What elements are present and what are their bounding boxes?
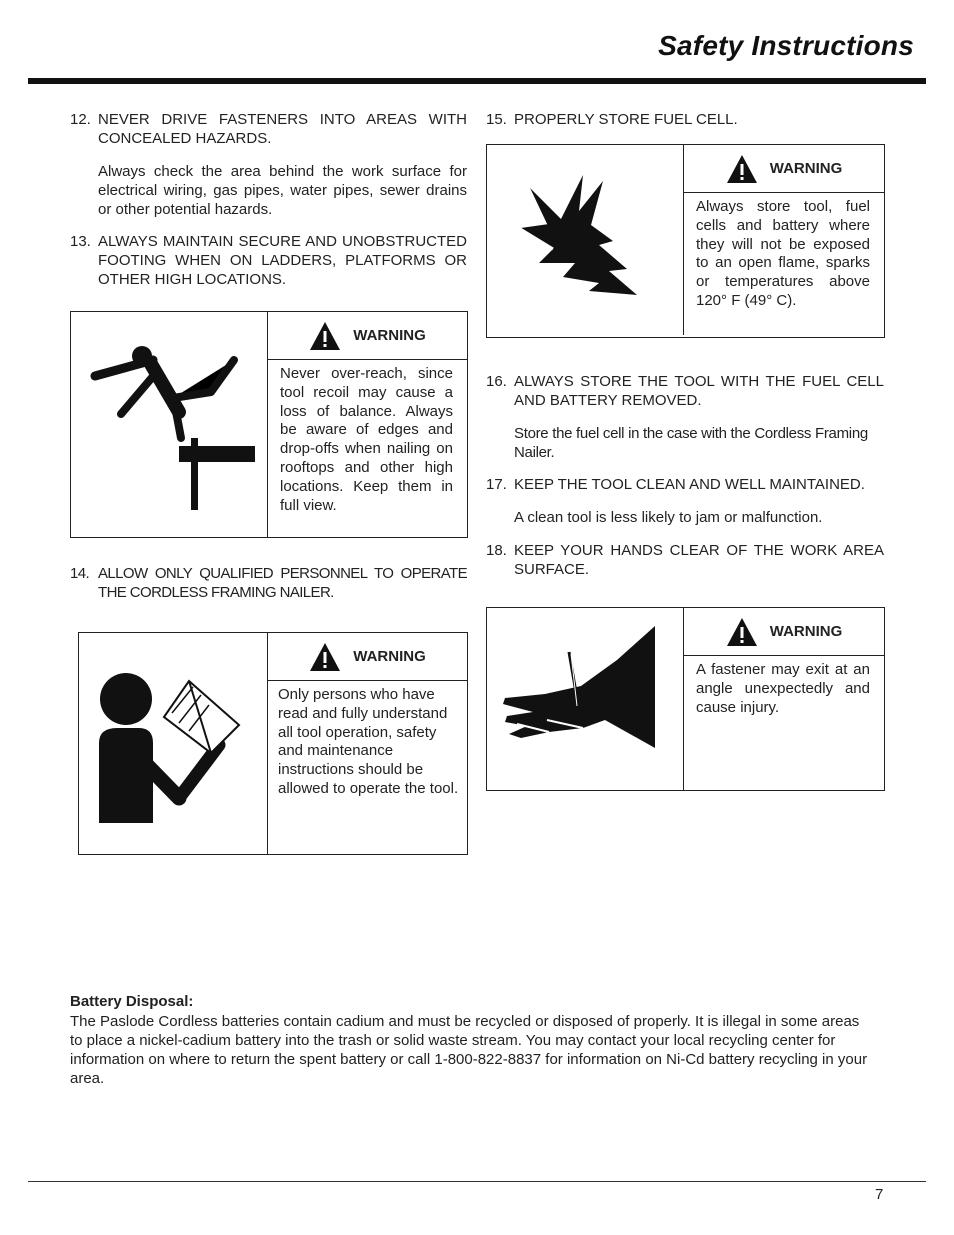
warning-box-reading bbox=[78, 632, 468, 855]
warning-triangle-icon bbox=[726, 154, 758, 184]
warning-label: WARNING bbox=[353, 648, 426, 665]
warning-label: WARNING bbox=[769, 623, 843, 640]
item-heading-text: ALWAYS MAINTAIN SECURE AND UNOBSTRUCTED FOOTING WHEN ON LADDERS, PLATFORMS OR OTHER HIGH LOCATIONS. bbox=[98, 233, 467, 288]
warning-label: WARNING bbox=[769, 160, 843, 177]
item-17-body: A clean tool is less likely to jam or malfunction. bbox=[514, 509, 823, 526]
nail-hand-icon bbox=[487, 608, 683, 790]
item-number: 16. bbox=[486, 373, 507, 390]
item-16-body: Store the fuel cell in the case with the Cordless Framing Nailer. bbox=[514, 425, 868, 461]
item-heading-text: KEEP THE TOOL CLEAN AND WELL MAINTAINED. bbox=[514, 476, 865, 493]
warning-header bbox=[268, 312, 467, 360]
item-number: 13. bbox=[70, 233, 91, 250]
battery-disposal-text: The Paslode Cordless batteries contain cadium and must be recycled or disposed of properly. It is illegal in some areas to place a nickel-cadium battery into the trash or solid waste stream. You may contact your local recycling center for information on where to return the spent battery or call 1-800-822-8837 for information on Ni-Cd battery recycling in your area. bbox=[70, 1013, 868, 1087]
warning-label: WARNING bbox=[353, 327, 426, 344]
item-18-heading bbox=[486, 541, 884, 579]
item-number: 17. bbox=[486, 476, 507, 493]
footer-rule bbox=[28, 1181, 926, 1182]
warning-side bbox=[684, 145, 884, 335]
item-12-heading bbox=[70, 110, 467, 148]
warning-text: Never over-reach, since tool recoil may cause a loss of balance. Always be aware of edges and drop-offs when nailing on rooftops and other high locations. Keep them in full view. bbox=[280, 365, 453, 514]
item-heading-text: ALLOW ONLY QUALIFIED PERSONNEL TO OPERATE THE CORDLESS FRAMING NAILER. bbox=[98, 565, 467, 601]
item-number: 14. bbox=[70, 565, 90, 582]
warning-box-falling bbox=[70, 311, 468, 538]
item-14-heading bbox=[70, 564, 467, 602]
item-16-heading bbox=[486, 372, 884, 410]
page-title: Safety Instructions bbox=[658, 30, 914, 61]
item-heading-text: KEEP YOUR HANDS CLEAR OF THE WORK AREA SURFACE. bbox=[514, 542, 884, 578]
item-number: 12. bbox=[70, 111, 91, 128]
item-17-heading bbox=[486, 475, 884, 494]
item-heading-text: ALWAYS STORE THE TOOL WITH THE FUEL CELL AND BATTERY REMOVED. bbox=[514, 373, 884, 409]
warning-triangle-icon bbox=[309, 642, 341, 672]
item-heading-text: PROPERLY STORE FUEL CELL. bbox=[514, 111, 738, 128]
explosion-icon bbox=[487, 145, 683, 337]
item-heading-text: NEVER DRIVE FASTENERS INTO AREAS WITH CONCEALED HAZARDS. bbox=[98, 111, 467, 147]
warning-illustration bbox=[487, 145, 683, 337]
warning-side bbox=[684, 608, 884, 790]
warning-text: Always store tool, fuel cells and battery where they will not be exposed to an open flame, sparks or temperatures above 120° F (49° C). bbox=[696, 198, 870, 309]
warning-text: Only persons who have read and fully understand all tool operation, safety and maintenance instructions should be allowed to operate the tool. bbox=[278, 686, 459, 797]
warning-box-explosion bbox=[486, 144, 885, 338]
warning-triangle-icon bbox=[726, 617, 758, 647]
warning-header bbox=[684, 145, 884, 193]
warning-illustration bbox=[487, 608, 684, 790]
warning-header bbox=[684, 608, 884, 656]
item-15-heading bbox=[486, 110, 884, 129]
warning-header bbox=[268, 633, 467, 681]
warning-side bbox=[268, 633, 467, 854]
warning-illustration bbox=[71, 312, 268, 537]
item-number: 18. bbox=[486, 542, 507, 559]
item-12-body: Always check the area behind the work surface for electrical wiring, gas pipes, water pipes, sewer drains or other potential hazards. bbox=[98, 163, 467, 218]
reading-manual-icon bbox=[79, 633, 267, 854]
warning-illustration bbox=[79, 633, 268, 854]
item-13-heading bbox=[70, 232, 467, 289]
battery-disposal-title: Battery Disposal: bbox=[70, 993, 194, 1010]
warning-side bbox=[268, 312, 467, 537]
header-rule bbox=[28, 78, 926, 84]
item-number: 15. bbox=[486, 111, 507, 128]
warning-triangle-icon bbox=[309, 321, 341, 351]
falling-person-icon bbox=[71, 312, 267, 537]
page-number: 7 bbox=[875, 1186, 884, 1203]
warning-box-nail-hand bbox=[486, 607, 885, 791]
warning-text: A fastener may exit at an angle unexpectedly and cause injury. bbox=[696, 661, 870, 716]
